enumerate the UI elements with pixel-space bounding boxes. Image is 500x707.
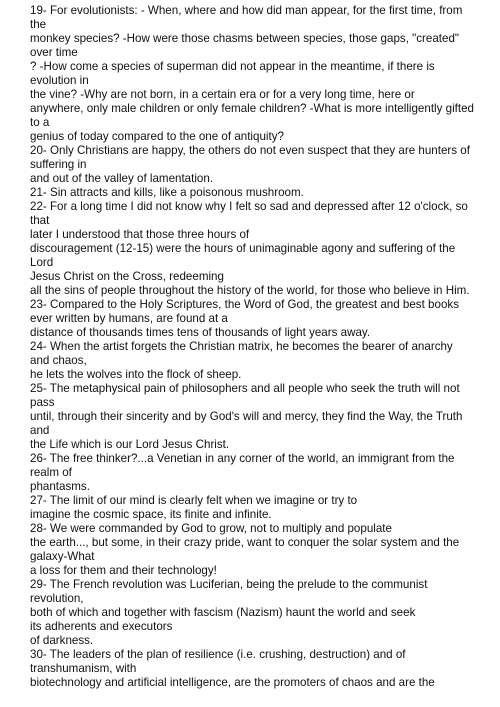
text-line: 21- Sin attracts and kills, like a poisonous mushroom. (30, 186, 304, 199)
text-line: the (30, 18, 47, 31)
text-line: monkey species? -How were those chasms between species, those gaps, "created" (30, 32, 460, 45)
text-line: 20- Only Christians are happy, the others do not even suspect that they are hunters of (30, 144, 470, 157)
text-line: distance of thousands times tens of thousands of light years away. (30, 326, 371, 339)
text-line: and (30, 424, 50, 437)
text-line: 19- For evolutionists: - When, where and how did man appear, for the first time, from (30, 4, 463, 17)
text-line: revolution, (30, 592, 84, 605)
text-line: anywhere, only male children or only female children? -What is more intelligently gifted (30, 102, 474, 115)
text-line: later I understood that those three hours of (30, 228, 250, 241)
text-line: 28- We were commanded by God to grow, not to multiply and populate (30, 522, 392, 535)
text-line: 22- For a long time I did not know why I felt so sad and depressed after 12 o'clock, so (30, 200, 468, 213)
text-line: all the sins of people throughout the history of the world, for those who believe in Him. (30, 284, 470, 297)
text-line: to a (30, 116, 50, 129)
text-line: of darkness. (30, 634, 94, 647)
text-line: 25- The metaphysical pain of philosophers and all people who seek the truth will not (30, 382, 460, 395)
text-line: suffering in (30, 158, 87, 171)
text-line: evolution in (30, 74, 89, 87)
text-line: transhumanism, with (30, 662, 137, 675)
text-line: a loss for them and their technology! (30, 564, 217, 577)
text-line: over time (30, 46, 78, 59)
text-line: 24- When the artist forgets the Christian matrix, he becomes the bearer of anarchy (30, 340, 453, 353)
text-line: until, through their sincerity and by God's will and mercy, they find the Way, the Truth (30, 410, 463, 423)
text-line: 27- The limit of our mind is clearly felt when we imagine or try to (30, 494, 358, 507)
text-line: the earth..., but some, in their crazy pride, want to conquer the solar system and the (30, 536, 460, 549)
text-line: the Life which is our Lord Jesus Christ. (30, 438, 230, 451)
text-line: pass (30, 396, 55, 409)
text-line: genius of today compared to the one of antiquity? (30, 130, 284, 143)
text-line: that (30, 214, 50, 227)
text-line: galaxy-What (30, 550, 95, 563)
text-line: ever written by humans, are found at a (30, 312, 228, 325)
text-line: 29- The French revolution was Luciferian, being the prelude to the communist (30, 578, 428, 591)
text-line: and chaos, (30, 354, 87, 367)
text-line: ? -How come a species of superman did not appear in the meantime, if there is (30, 60, 435, 73)
text-line: Lord (30, 256, 54, 269)
document-page (30, 4, 480, 690)
text-line: both of which and together with fascism (Nazism) haunt the world and seek (30, 606, 416, 619)
text-line: Jesus Christ on the Cross, redeeming (30, 270, 224, 283)
text-line: imagine the cosmic space, its finite and infinite. (30, 508, 272, 521)
text-line: biotechnology and artificial intelligence, are the promoters of chaos and are the (30, 676, 435, 689)
text-line: 26- The free thinker?...a Venetian in any corner of the world, an immigrant from the (30, 452, 455, 465)
text-line: and out of the valley of lamentation. (30, 172, 214, 185)
text-line: 30- The leaders of the plan of resilience (i.e. crushing, destruction) and of (30, 648, 406, 661)
text-line: phantasms. (30, 480, 90, 493)
text-line: he lets the wolves into the flock of sheep. (30, 368, 242, 381)
text-line: 23- Compared to the Holy Scriptures, the Word of God, the greatest and best books (30, 298, 459, 311)
text-line: its adherents and executors (30, 620, 173, 633)
text-line: the vine? -Why are not born, in a certain era or for a very long time, here or (30, 88, 415, 101)
text-line: discouragement (12-15) were the hours of unimaginable agony and suffering of the (30, 242, 456, 255)
text-line: realm of (30, 466, 72, 479)
